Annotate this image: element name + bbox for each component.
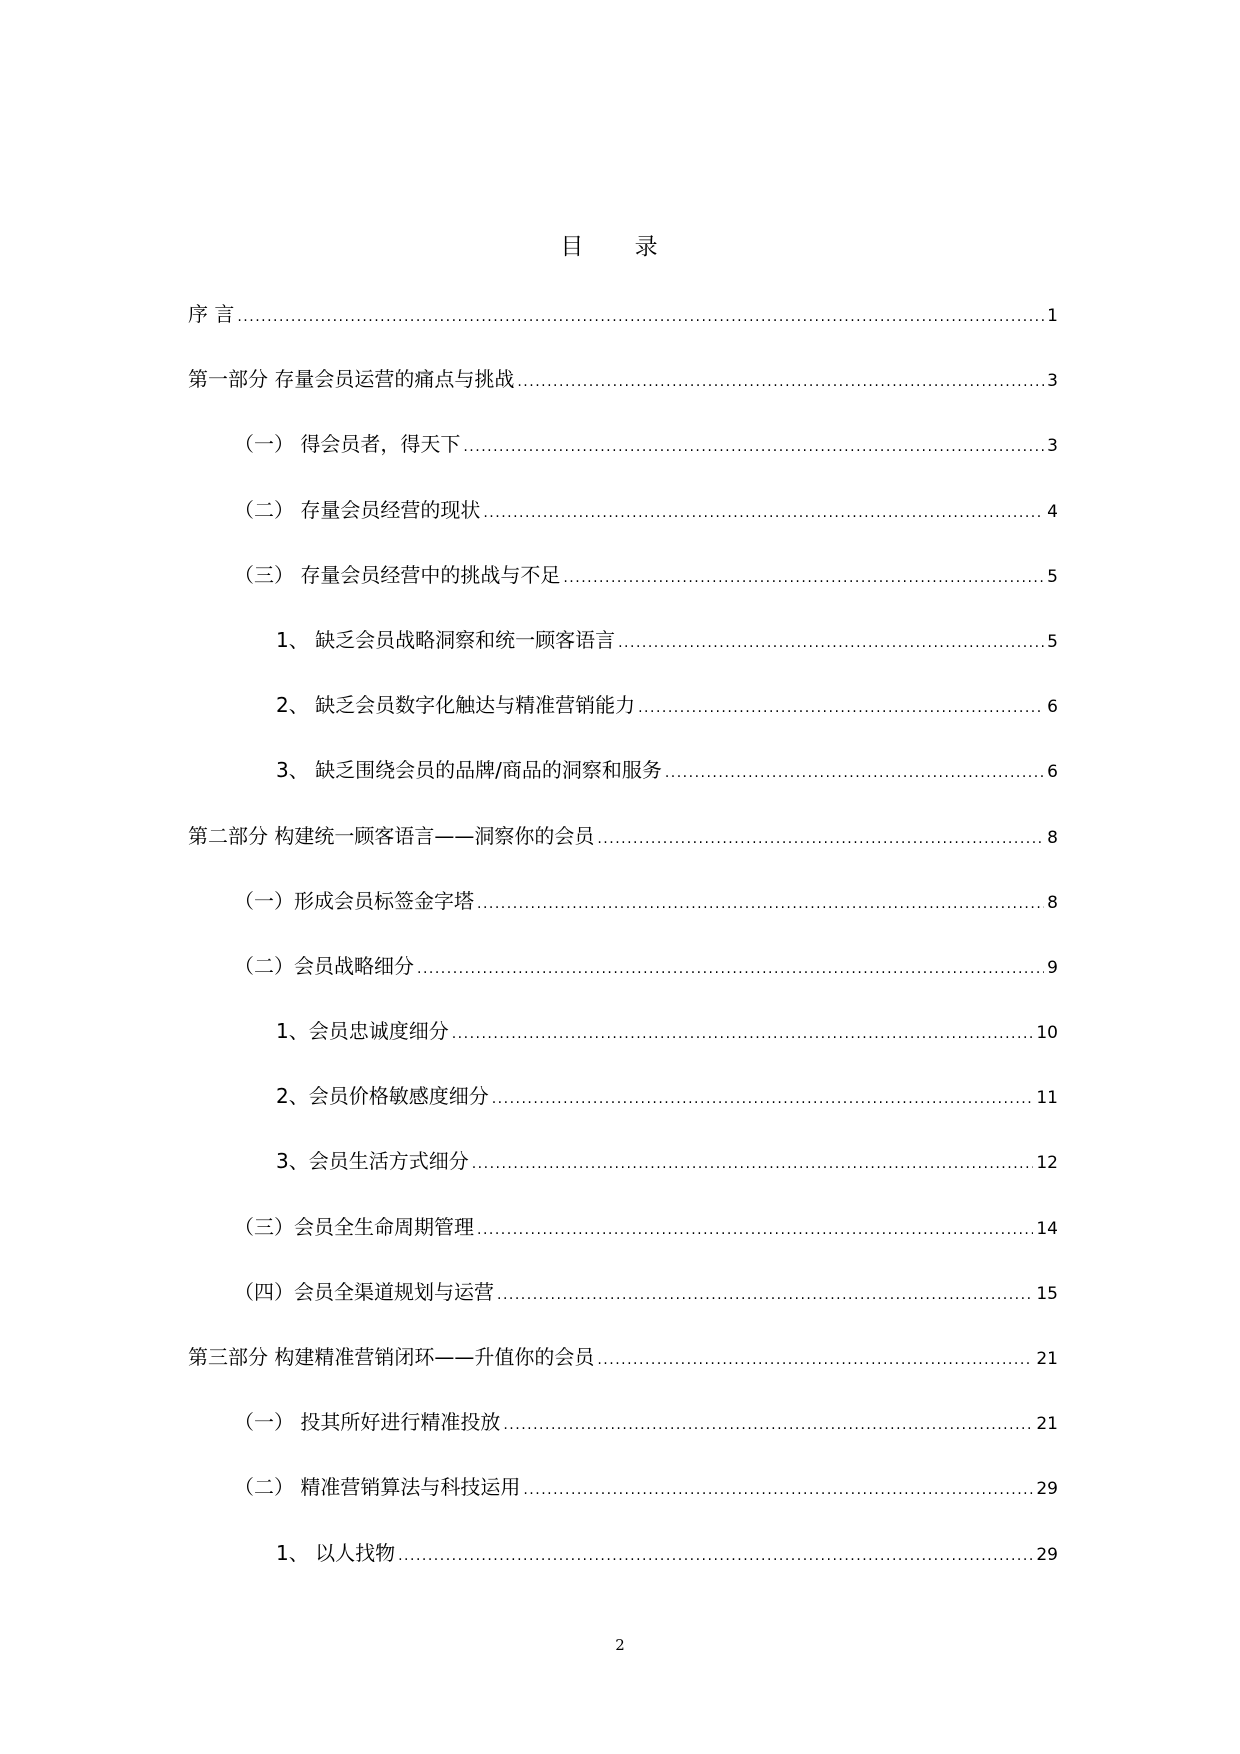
toc-entry-page: 21 bbox=[1036, 1349, 1058, 1369]
toc-entry-text: 1、会员忠诚度细分 bbox=[276, 1019, 449, 1044]
toc-leader-dots bbox=[597, 823, 1044, 855]
toc-entry[interactable] bbox=[188, 1537, 1058, 1602]
toc-entry-text: （二） 精准营销算法与科技运用 bbox=[234, 1475, 521, 1500]
toc-entry[interactable] bbox=[188, 1341, 1058, 1406]
toc-leader-dots bbox=[503, 1409, 1033, 1441]
toc-entry-text: 1、 缺乏会员战略洞察和统一顾客语言 bbox=[276, 627, 616, 652]
toc-leader-dots bbox=[638, 692, 1044, 724]
toc-line bbox=[188, 1406, 1058, 1441]
toc-line bbox=[188, 1471, 1058, 1506]
toc-line bbox=[188, 1211, 1058, 1246]
toc-entry[interactable] bbox=[188, 1015, 1058, 1080]
toc-entry-page: 12 bbox=[1036, 1153, 1058, 1174]
toc-entry-text: 2、 缺乏会员数字化触达与精准营销能力 bbox=[276, 693, 636, 718]
toc-entry-page: 15 bbox=[1036, 1283, 1058, 1304]
toc-entry[interactable] bbox=[188, 494, 1058, 559]
toc-leader-dots bbox=[597, 1344, 1033, 1376]
toc-line bbox=[188, 624, 1058, 659]
toc-line bbox=[188, 1145, 1058, 1180]
toc-entry-page: 3 bbox=[1047, 371, 1058, 392]
toc-entry[interactable] bbox=[188, 1471, 1058, 1536]
toc-leader-dots bbox=[492, 1083, 1034, 1115]
toc-leader-dots bbox=[563, 562, 1044, 594]
toc-entry[interactable] bbox=[188, 689, 1058, 754]
toc-entry-text: （一） 投其所好进行精准投放 bbox=[234, 1410, 501, 1435]
toc-line bbox=[188, 298, 1058, 333]
toc-entry-text: （一）形成会员标签金字塔 bbox=[234, 888, 474, 913]
page-title: 目 录 bbox=[560, 234, 680, 260]
toc-leader-dots bbox=[523, 1474, 1033, 1506]
toc-entry-text: 第一部分 存量会员运营的痛点与挑战 bbox=[188, 367, 515, 392]
toc-entry-page: 14 bbox=[1036, 1218, 1058, 1239]
toc-entry[interactable] bbox=[188, 298, 1058, 363]
footer-page-number: 2 bbox=[615, 1636, 625, 1654]
toc-leader-dots bbox=[477, 1214, 1033, 1246]
toc-line bbox=[188, 885, 1058, 920]
toc-entry-page: 29 bbox=[1036, 1544, 1058, 1565]
toc-leader-dots bbox=[517, 366, 1044, 398]
toc-entry-page: 5 bbox=[1047, 566, 1058, 587]
toc-entry-page: 9 bbox=[1047, 957, 1058, 978]
toc-entry-page: 8 bbox=[1047, 827, 1058, 848]
toc-entry-page: 6 bbox=[1047, 762, 1058, 783]
toc-entry[interactable] bbox=[188, 624, 1058, 689]
toc-entry[interactable] bbox=[188, 363, 1058, 428]
toc-line bbox=[188, 820, 1058, 855]
toc-leader-dots bbox=[665, 757, 1044, 789]
toc-entry[interactable] bbox=[188, 1211, 1058, 1276]
toc-entry-text: （三）会员全生命周期管理 bbox=[234, 1214, 474, 1239]
toc-line bbox=[188, 1276, 1058, 1311]
toc-line bbox=[188, 494, 1058, 529]
toc-entry[interactable] bbox=[188, 1406, 1058, 1471]
toc-line bbox=[188, 754, 1058, 789]
toc-entry[interactable] bbox=[188, 1145, 1058, 1210]
toc-entry-text: 第三部分 构建精准营销闭环——升值你的会员 bbox=[188, 1345, 595, 1369]
toc-leader-dots bbox=[417, 953, 1044, 985]
toc-entry[interactable] bbox=[188, 428, 1058, 493]
toc-line bbox=[188, 950, 1058, 985]
toc-entry-text: （二） 存量会员经营的现状 bbox=[234, 497, 481, 522]
toc-entry-text: （三） 存量会员经营中的挑战与不足 bbox=[234, 562, 561, 587]
toc-leader-dots bbox=[398, 1540, 1033, 1572]
toc-leader-dots bbox=[237, 301, 1044, 333]
toc-line bbox=[188, 1341, 1058, 1376]
toc-entry-text: 1、 以人找物 bbox=[276, 1540, 396, 1565]
toc-line bbox=[188, 1080, 1058, 1115]
toc-entry-page: 29 bbox=[1036, 1479, 1058, 1500]
toc-entry-page: 4 bbox=[1047, 501, 1058, 522]
toc-entry[interactable] bbox=[188, 950, 1058, 1015]
toc-entry-page: 6 bbox=[1047, 697, 1058, 718]
toc-entry-text: 序 言 bbox=[188, 302, 235, 326]
toc-entry[interactable] bbox=[188, 820, 1058, 885]
toc-entry-page: 8 bbox=[1047, 892, 1058, 913]
toc-entry-text: 2、会员价格敏感度细分 bbox=[276, 1084, 489, 1109]
toc-leader-dots bbox=[472, 1148, 1034, 1180]
toc-entry[interactable] bbox=[188, 1276, 1058, 1341]
toc-entry-text: 3、会员生活方式细分 bbox=[276, 1149, 469, 1174]
toc-entry[interactable] bbox=[188, 885, 1058, 950]
toc-leader-dots bbox=[497, 1279, 1033, 1311]
toc-leader-dots bbox=[483, 497, 1044, 529]
toc-entry-page: 1 bbox=[1047, 306, 1058, 326]
toc-line bbox=[188, 363, 1058, 398]
toc-line bbox=[188, 559, 1058, 594]
toc-entry-page: 5 bbox=[1047, 631, 1058, 652]
toc-leader-dots bbox=[452, 1018, 1034, 1050]
toc-entry-page: 11 bbox=[1036, 1088, 1058, 1109]
toc-entry-text: 3、 缺乏围绕会员的品牌/商品的洞察和服务 bbox=[276, 758, 662, 783]
toc-entry-page: 21 bbox=[1036, 1414, 1058, 1435]
toc-entry-text: （四）会员全渠道规划与运营 bbox=[234, 1279, 494, 1304]
toc-entry[interactable] bbox=[188, 1080, 1058, 1145]
toc-leader-dots bbox=[463, 431, 1044, 463]
toc-line bbox=[188, 689, 1058, 724]
toc-entry-page: 3 bbox=[1047, 436, 1058, 457]
toc-entry[interactable] bbox=[188, 559, 1058, 624]
toc-leader-dots bbox=[618, 627, 1044, 659]
toc-line bbox=[188, 428, 1058, 463]
toc-line bbox=[188, 1015, 1058, 1050]
toc-entry-text: 第二部分 构建统一顾客语言——洞察你的会员 bbox=[188, 823, 595, 848]
toc-entry-text: （一） 得会员者，得天下 bbox=[234, 432, 461, 457]
toc-entry-text: （二）会员战略细分 bbox=[234, 953, 414, 978]
toc-line bbox=[188, 1537, 1058, 1572]
toc-entry-page: 10 bbox=[1036, 1023, 1058, 1044]
table-of-contents bbox=[188, 298, 1058, 1602]
toc-leader-dots bbox=[477, 888, 1044, 920]
toc-entry[interactable] bbox=[188, 754, 1058, 819]
